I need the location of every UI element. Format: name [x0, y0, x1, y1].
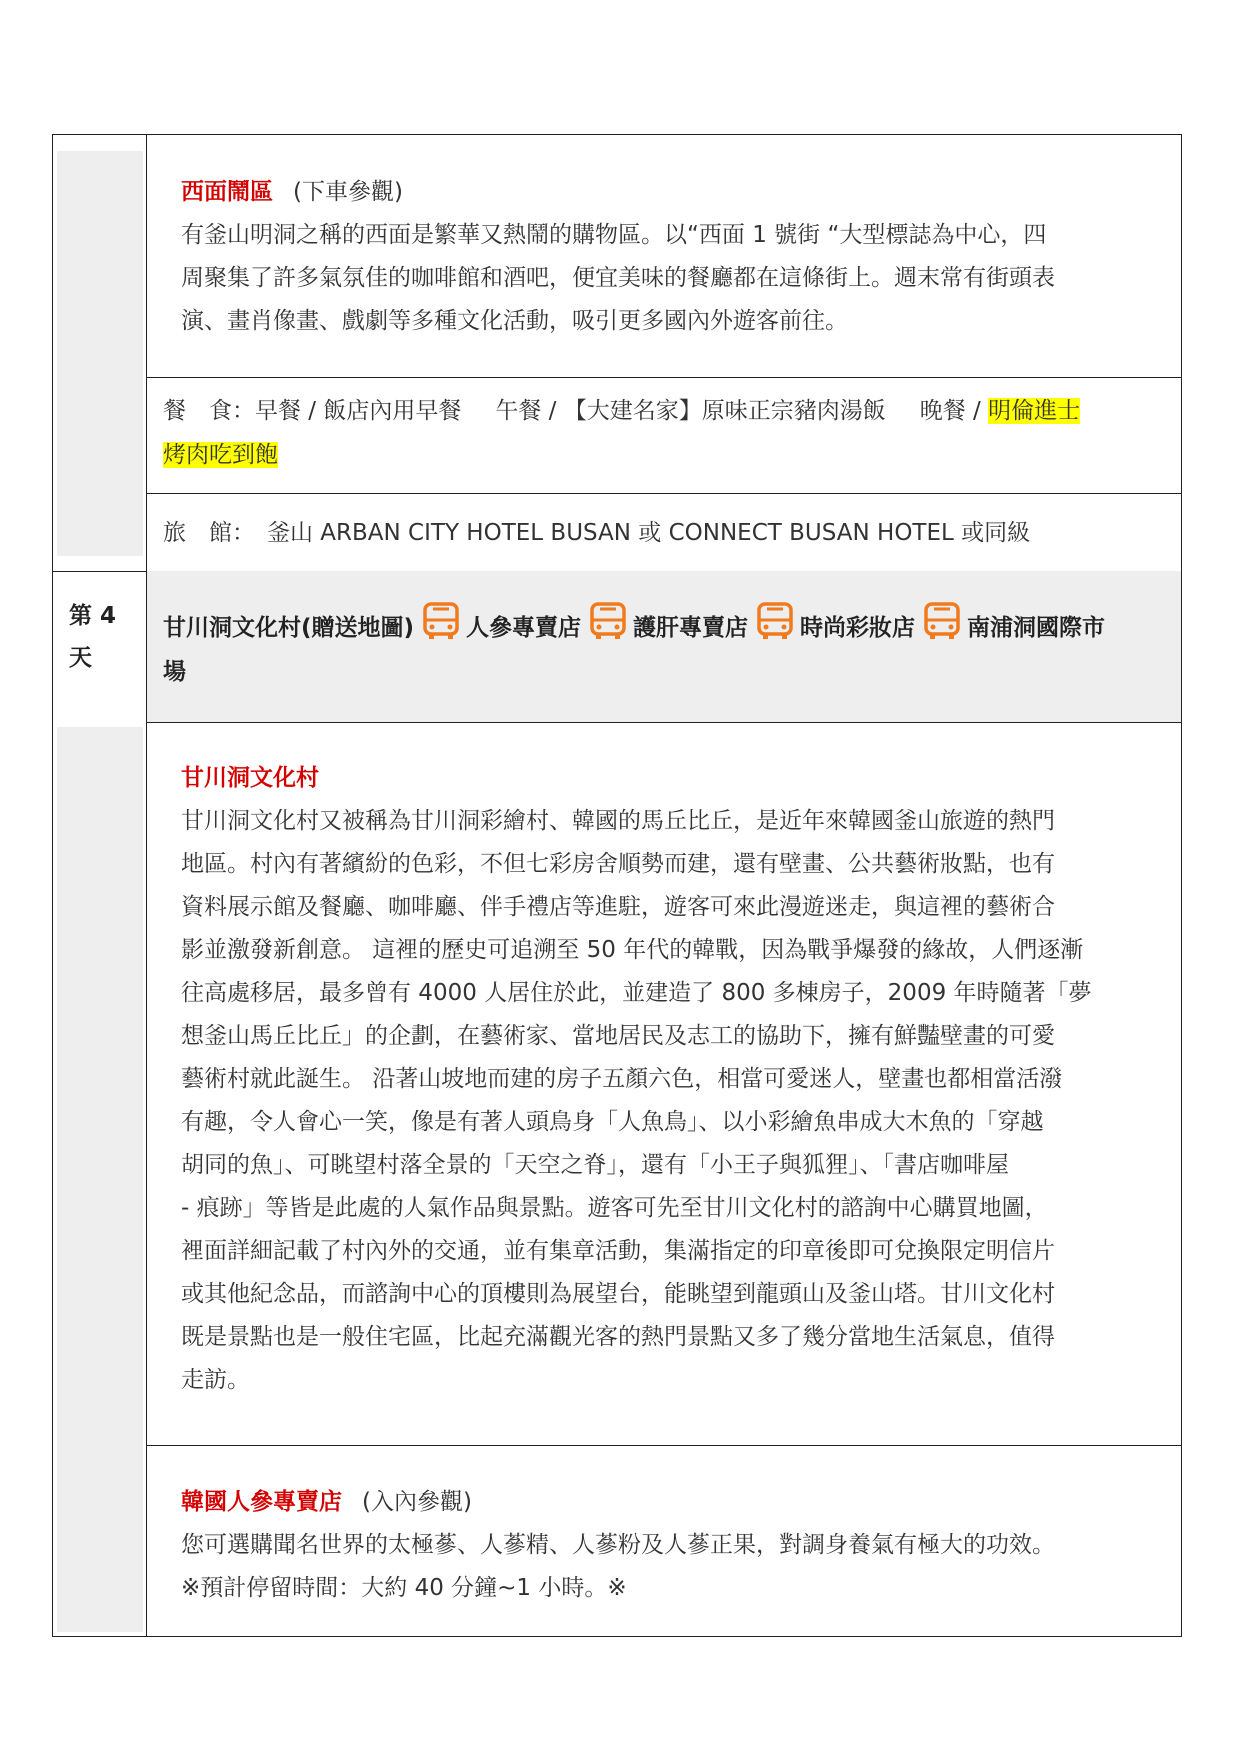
- gamcheon-line: 有趣，令人會心一笑，像是有著人頭鳥身「人魚鳥」、以小彩繪魚串成大木魚的「穿越: [181, 1109, 1044, 1135]
- bus-icon: [756, 601, 794, 641]
- bus-icon: [589, 601, 627, 641]
- ginseng-section: [181, 1481, 1151, 1610]
- route-stop: 人參專賣店: [466, 615, 582, 641]
- route-stop: 南浦洞國際市: [967, 615, 1106, 641]
- ginseng-title: 韓國人參專賣店: [181, 1489, 342, 1515]
- meal-dinner-highlight: 烤肉吃到飽: [163, 442, 278, 468]
- meal-breakfast: 早餐 / 飯店內用早餐: [255, 398, 462, 424]
- divider: [147, 722, 1181, 723]
- ginseng-note: (入內參觀): [362, 1489, 472, 1515]
- gamcheon-line: 胡同的魚」、可眺望村落全景的「天空之脊」，還有「小王子與狐狸」、「書店咖啡屋: [181, 1152, 1009, 1178]
- ginseng-line: 您可選購聞名世界的太極蔘、人蔘精、人蔘粉及人蔘正果，對調身養氣有極大的功效。: [181, 1532, 1055, 1558]
- hotel-value: 釜山 ARBAN CITY HOTEL BUSAN 或 CONNECT BUSAN HOTEL 或同級: [267, 520, 1031, 546]
- meal-dinner-prefix: 晚餐 /: [919, 398, 989, 424]
- route-stop: 場: [163, 659, 186, 685]
- route-stop: 甘川洞文化村(贈送地圖): [163, 615, 415, 641]
- hotel-label: 旅 館：: [163, 520, 255, 546]
- meals-label: 餐 食：: [163, 398, 255, 424]
- gamcheon-line: 資料展示館及餐廳、咖啡廳、伴手禮店等進駐，遊客可來此漫遊迷走，與這裡的藝術合: [181, 894, 1055, 920]
- gamcheon-line: 影並激發新創意。 這裡的歷史可追溯至 50 年代的韓戰，因為戰爭爆發的緣故，人們逐漸: [181, 937, 1084, 963]
- meals-row: [163, 389, 1168, 477]
- ximian-line: 演、畫肖像畫、戲劇等多種文化活動，吸引更多國內外遊客前往。: [181, 308, 848, 334]
- gamcheon-line: 走訪。: [181, 1367, 250, 1393]
- gamcheon-line: 既是景點也是一般住宅區，比起充滿觀光客的熱門景點又多了幾分當地生活氣息，值得: [181, 1324, 1055, 1350]
- divider: [147, 377, 1181, 378]
- gamcheon-line: 或其他紀念品，而諮詢中心的頂樓則為展望台，能眺望到龍頭山及釜山塔。甘川文化村: [181, 1281, 1055, 1307]
- route-stop: 時尚彩妝店: [800, 615, 916, 641]
- gamcheon-title: 甘川洞文化村: [181, 765, 319, 791]
- gamcheon-line: 裡面詳細記載了村內外的交通，並有集章活動，集滿指定的印章後即可兌換限定明信片: [181, 1238, 1055, 1264]
- divider: [147, 1445, 1181, 1446]
- meal-lunch: 午餐 / 【大建名家】原味正宗豬肉湯飯: [495, 398, 886, 424]
- bus-icon: [422, 601, 460, 641]
- ximian-line: 周聚集了許多氣氛佳的咖啡館和酒吧，便宜美味的餐廳都在這條街上。週末常有街頭表: [181, 265, 1055, 291]
- gamcheon-line: 甘川洞文化村又被稱為甘川洞彩繪村、韓國的馬丘比丘，是近年來韓國釜山旅遊的熱門: [181, 808, 1055, 834]
- hotel-row: [163, 511, 1168, 555]
- gamcheon-line: 往高處移居，最多曾有 4000 人居住於此，並建造了 800 多棟房子，2009 年時隨著「夢: [181, 980, 1092, 1006]
- gamcheon-line: 地區。村內有著繽紛的色彩，不但七彩房舍順勢而建，還有壁畫、公共藝術妝點，也有: [181, 851, 1055, 877]
- day-column: [53, 135, 147, 1636]
- gamcheon-line: - 痕跡」等皆是此處的人氣作品與景點。遊客可先至甘川文化村的諮詢中心購買地圖，: [181, 1195, 1048, 1221]
- day-column-shade: [57, 727, 143, 1632]
- ximian-title: 西面鬧區: [181, 179, 273, 205]
- gamcheon-line: 藝術村就此誕生。 沿著山坡地而建的房子五顏六色，相當可愛迷人，壁畫也都相當活潑: [181, 1066, 1063, 1092]
- route-stop: 護肝專賣店: [633, 615, 749, 641]
- ximian-line: 有釜山明洞之稱的西面是繁華又熱鬧的購物區。以“西面 1 號街 “大型標誌為中心，四: [181, 222, 1047, 248]
- meal-dinner-highlight: 明倫進士: [988, 398, 1081, 424]
- divider: [147, 493, 1181, 494]
- day-unit: 天: [69, 645, 92, 671]
- ximian-note: (下車參觀): [293, 179, 403, 205]
- itinerary-table: [52, 134, 1182, 1637]
- day-column-shade: [57, 151, 143, 556]
- day-4-route: [163, 601, 1168, 694]
- day-number: 第 4: [69, 603, 117, 629]
- ximian-section: [181, 171, 1151, 343]
- ginseng-line: ※預計停留時間：大約 40 分鐘~1 小時。※: [181, 1575, 627, 1601]
- bus-icon: [923, 601, 961, 641]
- day-4-label: [69, 595, 129, 679]
- gamcheon-section: [181, 757, 1151, 1402]
- gamcheon-line: 想釜山馬丘比丘」的企劃，在藝術家、當地居民及志工的協助下，擁有鮮豔壁畫的可愛: [181, 1023, 1055, 1049]
